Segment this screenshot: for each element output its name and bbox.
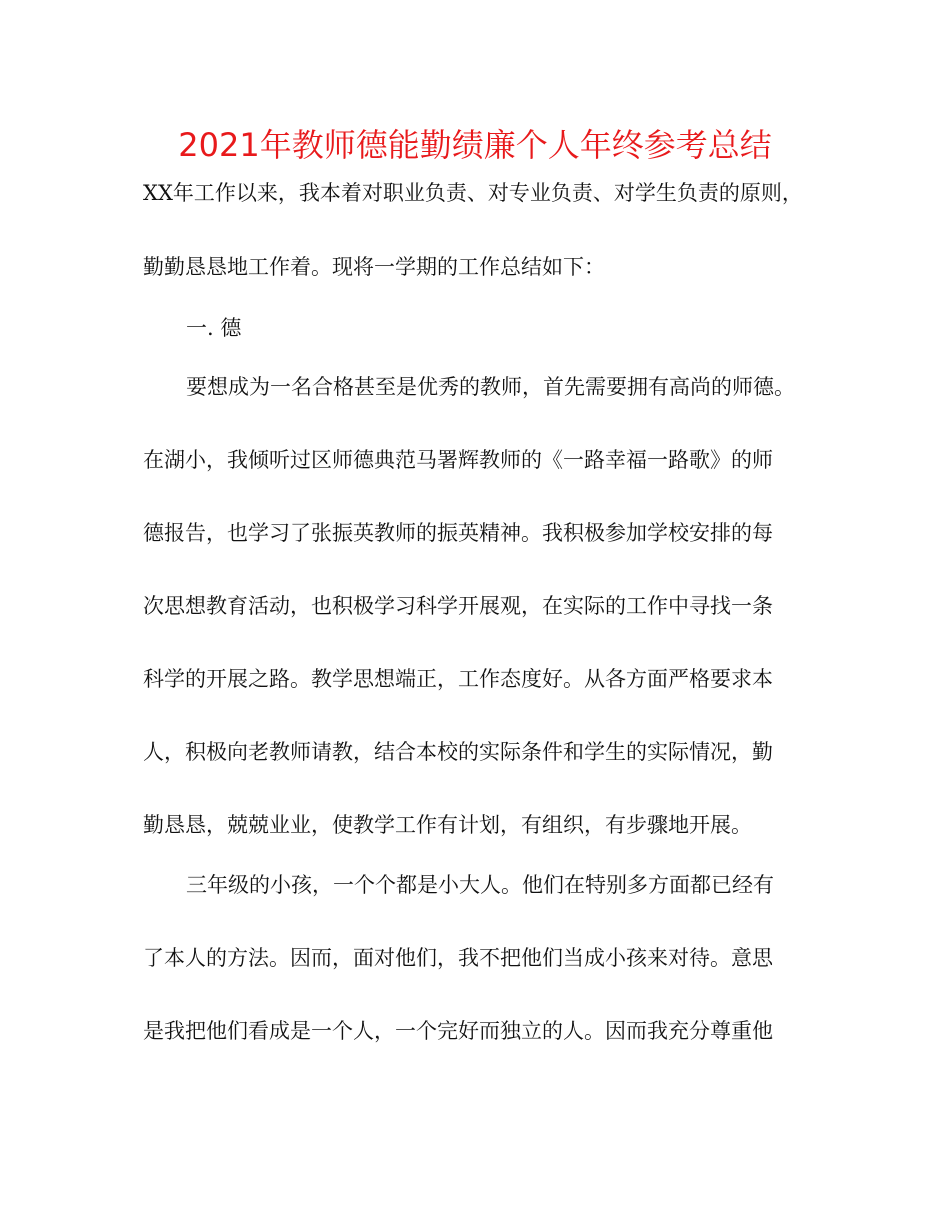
paragraph-line: 科学的开展之路。教学思想端正，工作态度好。从各方面严格要求本 <box>143 667 773 691</box>
paragraph-line: 是我把他们看成是一个人，一个完好而独立的人。因而我充分尊重他 <box>143 1019 773 1043</box>
paragraph-line: 在湖小，我倾听过区师德典范马署辉教师的《一路幸福一路歌》的师 <box>143 448 773 472</box>
paragraph-line: XX年工作以来，我本着对职业负责、对专业负责、对学生负责的原则， <box>143 181 803 205</box>
document-title: 2021年教师德能勤绩廉个人年终参考总结 <box>178 126 772 164</box>
paragraph-line: 了本人的方法。因而，面对他们，我不把他们当成小孩来对待。意思 <box>143 946 773 970</box>
paragraph-line: 德报告，也学习了张振英教师的振英精神。我积极参加学校安排的每 <box>143 521 773 545</box>
paragraph-line: 要想成为一名合格甚至是优秀的教师，首先需要拥有高尚的师德。 <box>186 375 795 399</box>
paragraph-line: 勤勤恳恳地工作着。现将一学期的工作总结如下： <box>143 255 605 279</box>
paragraph-line: 次思想教育活动，也积极学习科学开展观，在实际的工作中寻找一条 <box>143 594 773 618</box>
section-heading: 一. 德 <box>186 316 242 340</box>
paragraph-line: 三年级的小孩，一个个都是小大人。他们在特别多方面都已经有 <box>186 873 774 897</box>
paragraph-line: 人，积极向老教师请教，结合本校的实际条件和学生的实际情况，勤 <box>143 740 773 764</box>
paragraph-line: 勤恳恳，兢兢业业，使教学工作有计划，有组织，有步骤地开展。 <box>143 813 752 837</box>
